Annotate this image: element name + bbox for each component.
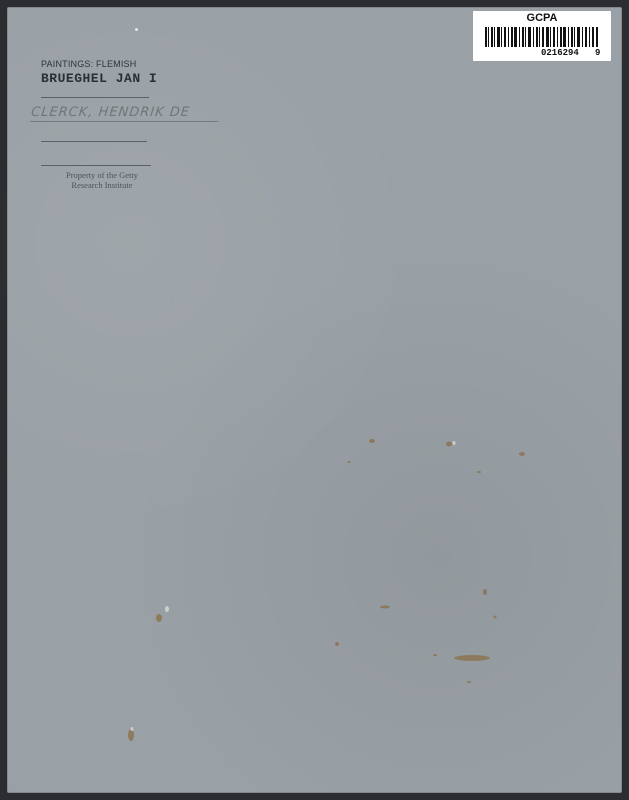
index-card (7, 7, 622, 793)
stain-mark (494, 616, 497, 619)
stain-marks (7, 7, 622, 793)
speck (135, 28, 138, 31)
faint-imprint (172, 280, 232, 324)
stain-mark (335, 642, 339, 646)
stain-mark (433, 654, 437, 656)
barcode-check-digit: 9 (595, 48, 601, 58)
stamp-line: Property of the Getty (66, 170, 138, 180)
stain-mark (165, 606, 169, 612)
stain-mark (131, 727, 134, 731)
stain-mark (454, 655, 490, 661)
stain-mark (369, 439, 375, 443)
faint-imprint (257, 137, 377, 237)
artist-name: BRUEGHEL JAN I (41, 71, 158, 86)
stain-mark (483, 589, 487, 595)
stain-mark (348, 461, 351, 463)
stain-mark (128, 729, 134, 741)
stain-mark (519, 452, 525, 456)
stain-mark (446, 442, 452, 447)
stain-mark (467, 681, 471, 683)
stain-mark (453, 441, 456, 445)
handwritten-annotation: CLERCK, HENDRIK DE (30, 105, 220, 122)
category-label: PAINTINGS: FLEMISH (41, 59, 137, 69)
stain-mark (477, 471, 481, 473)
barcode-bars (485, 27, 599, 47)
barcode-number: 0216294 (541, 48, 579, 58)
barcode-label (473, 11, 611, 61)
stain-mark (380, 606, 390, 609)
stain-mark (156, 614, 162, 622)
barcode-title: GCPA (526, 12, 558, 24)
stamp-line: Research Institute (71, 180, 133, 190)
